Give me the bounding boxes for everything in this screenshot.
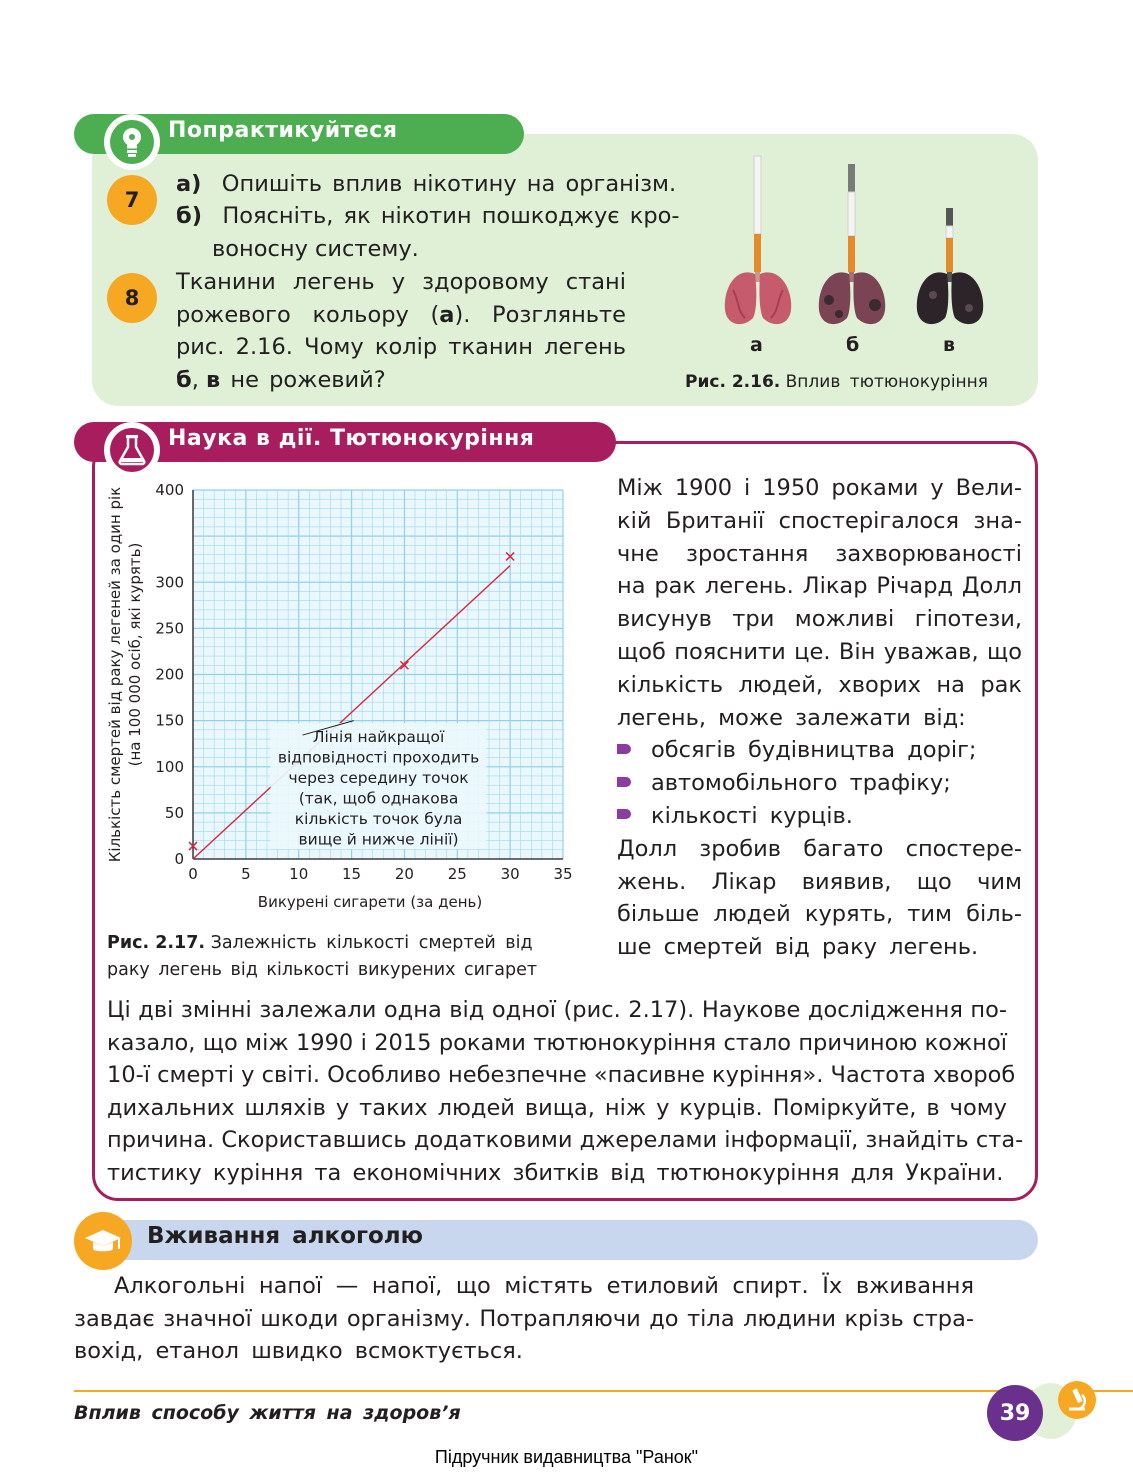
figure-2-17-caption: Рис. 2.17. Залежність кількості смертей від раку легень від кількості викурених сигарет bbox=[107, 933, 538, 980]
text-line: ше смертей від раку легень. bbox=[617, 934, 979, 961]
bullet-arrow-icon bbox=[617, 777, 631, 787]
text-line: дихальних шляхів у таких людей вища, ніж у курців. Поміркуйте, в чому bbox=[107, 1094, 1007, 1121]
text-line: причина. Скориставшись додатковими джерелами інформації, знайдіть ста- bbox=[107, 1127, 1024, 1154]
text-line: вохід, етанол швидко всмоктується. bbox=[74, 1338, 523, 1365]
x-axis-label: Викурені сигарети (за день) bbox=[257, 893, 483, 911]
y-tick-label: 250 bbox=[155, 619, 184, 638]
text-line: щоб пояснити це. Він уважав, що bbox=[617, 638, 1022, 665]
q7-a-label: а) bbox=[176, 171, 202, 197]
lung-label-v: в bbox=[943, 334, 956, 356]
bullet-item: кількості курців. bbox=[617, 800, 1022, 833]
text-line: Алкогольні напої — напої, що містять етиловий спирт. Їх вживання bbox=[114, 1273, 974, 1299]
annotation-text: відповідності проходить bbox=[277, 748, 480, 767]
text-line: тистику куріння та економічних збитків від тютюнокуріння для України. bbox=[107, 1159, 1004, 1186]
bullet-item: обсягів будівництва доріг; bbox=[617, 734, 1022, 767]
text-line: легень, може залежати від: bbox=[617, 704, 966, 731]
question-8-text bbox=[176, 266, 626, 396]
science-body-text bbox=[107, 994, 1024, 1190]
q8-line1: Тканини легень у здоровому стані bbox=[176, 269, 626, 295]
y-tick-label: 400 bbox=[155, 481, 184, 499]
q8-line4: б, в не рожевий? bbox=[176, 366, 386, 393]
y-tick-label: 200 bbox=[155, 665, 184, 684]
text-line: жень. Лікар виявив, що чим bbox=[617, 868, 1022, 895]
text-line: Ці дві змінні залежали одна від одної (рис. 2.17). Наукове дослідження по- bbox=[107, 997, 1007, 1023]
text-line: кій Британії спостерігалося зна- bbox=[617, 507, 1022, 534]
text-line: чне зростання захворюваності bbox=[617, 540, 1022, 567]
practice-title: Попрактикуйтеся bbox=[168, 118, 398, 143]
alcohol-text bbox=[74, 1270, 974, 1368]
annotation-text: через середину точок bbox=[288, 769, 469, 788]
text-line: Між 1900 і 1950 роками у Вели- bbox=[617, 475, 1022, 501]
question-8-badge: 8 bbox=[107, 273, 157, 323]
footer-chapter-title: Вплив способу життя на здоров’я bbox=[74, 1402, 461, 1424]
q7-b-line1: Поясніть, як нікотин пошкоджує кро- bbox=[222, 203, 680, 229]
x-tick-label: 5 bbox=[241, 865, 251, 883]
question-7-b bbox=[176, 200, 680, 233]
bullet-item: автомобільного трафіку; bbox=[617, 767, 1022, 800]
text-line: 10-ї смерті у світі. Особливо небезпечне «пасивне куріння». Частота хвороб bbox=[107, 1062, 1016, 1089]
graduation-cap-icon bbox=[74, 1212, 132, 1270]
question-7-a bbox=[176, 168, 676, 201]
lung-v-image bbox=[917, 208, 983, 324]
y-tick-label: 100 bbox=[155, 757, 184, 776]
publisher-note: Підручник видавництва "Ранок" bbox=[434, 1447, 699, 1467]
lung-label-a: а bbox=[750, 334, 763, 356]
lungs-figure bbox=[715, 150, 1015, 340]
q7-b-label: б) bbox=[176, 203, 202, 229]
lung-label-b: б bbox=[846, 334, 860, 356]
x-tick-label: 35 bbox=[553, 865, 573, 883]
page-number: 39 bbox=[987, 1385, 1043, 1441]
text-line: казало, що між 1990 і 2015 роками тютюнокуріння стало причиною кожної bbox=[107, 1029, 1007, 1056]
y-tick-label: 50 bbox=[164, 803, 184, 822]
text-line: Долл зробив багато спостере- bbox=[617, 835, 1022, 862]
x-tick-label: 30 bbox=[500, 865, 520, 883]
annotation-text: Лінія найкращої bbox=[312, 728, 445, 747]
q7-b-line2: воносну систему. bbox=[212, 236, 419, 262]
lung-b-image bbox=[819, 164, 885, 324]
x-tick-label: 15 bbox=[342, 865, 362, 883]
y-tick-label: 300 bbox=[155, 573, 184, 592]
annotation-text: кількість точок була bbox=[294, 810, 463, 829]
y-axis-label: Кількість смертей від раку легеней за один рік bbox=[106, 486, 124, 863]
microscope-icon bbox=[1058, 1381, 1096, 1419]
q8-line2: рожевого кольору (а). Розгляньте bbox=[176, 301, 626, 328]
q8-line3: рис. 2.16. Чому колір тканин легень bbox=[176, 334, 626, 360]
science-right-text bbox=[617, 472, 1022, 964]
text-line: на рак легень. Лікар Річард Долл bbox=[617, 573, 1022, 600]
lung-cancer-chart bbox=[100, 478, 600, 918]
figure-2-16-caption: Рис. 2.16. Вплив тютюнокуріння bbox=[685, 372, 988, 392]
y-tick-label: 0 bbox=[174, 850, 184, 868]
question-7-badge: 7 bbox=[107, 175, 157, 225]
text-line: більше людей курять, тим біль- bbox=[617, 901, 1022, 928]
q7-a-text: Опишіть вплив нікотину на організм. bbox=[221, 171, 677, 197]
text-line: висунув три можливі гіпотези, bbox=[617, 606, 1022, 633]
alcohol-title: Вживання алкоголю bbox=[147, 1223, 423, 1249]
annotation-text: (так, щоб однакова bbox=[298, 789, 459, 808]
science-title: Наука в дії. Тютюнокуріння bbox=[168, 426, 535, 451]
y-axis-label: (на 100 000 осіб, які курять) bbox=[126, 542, 144, 767]
text-line: кількість людей, хворих на рак bbox=[617, 671, 1022, 698]
text-line: завдає значної шкоди організму. Потрапляючи до тіла людини крізь стра- bbox=[74, 1305, 974, 1332]
bullet-arrow-icon bbox=[617, 809, 631, 819]
x-tick-label: 0 bbox=[188, 865, 198, 883]
annotation-text: вище й нижче лінії) bbox=[298, 830, 459, 849]
x-tick-label: 10 bbox=[289, 865, 309, 883]
x-tick-label: 20 bbox=[394, 865, 414, 883]
flask-icon bbox=[104, 422, 160, 478]
footer-divider bbox=[74, 1390, 1133, 1392]
puzzle-bulb-icon bbox=[104, 114, 160, 170]
bullet-arrow-icon bbox=[617, 744, 631, 754]
lung-a-image bbox=[725, 156, 791, 324]
x-tick-label: 25 bbox=[447, 865, 467, 883]
y-tick-label: 150 bbox=[155, 711, 184, 730]
